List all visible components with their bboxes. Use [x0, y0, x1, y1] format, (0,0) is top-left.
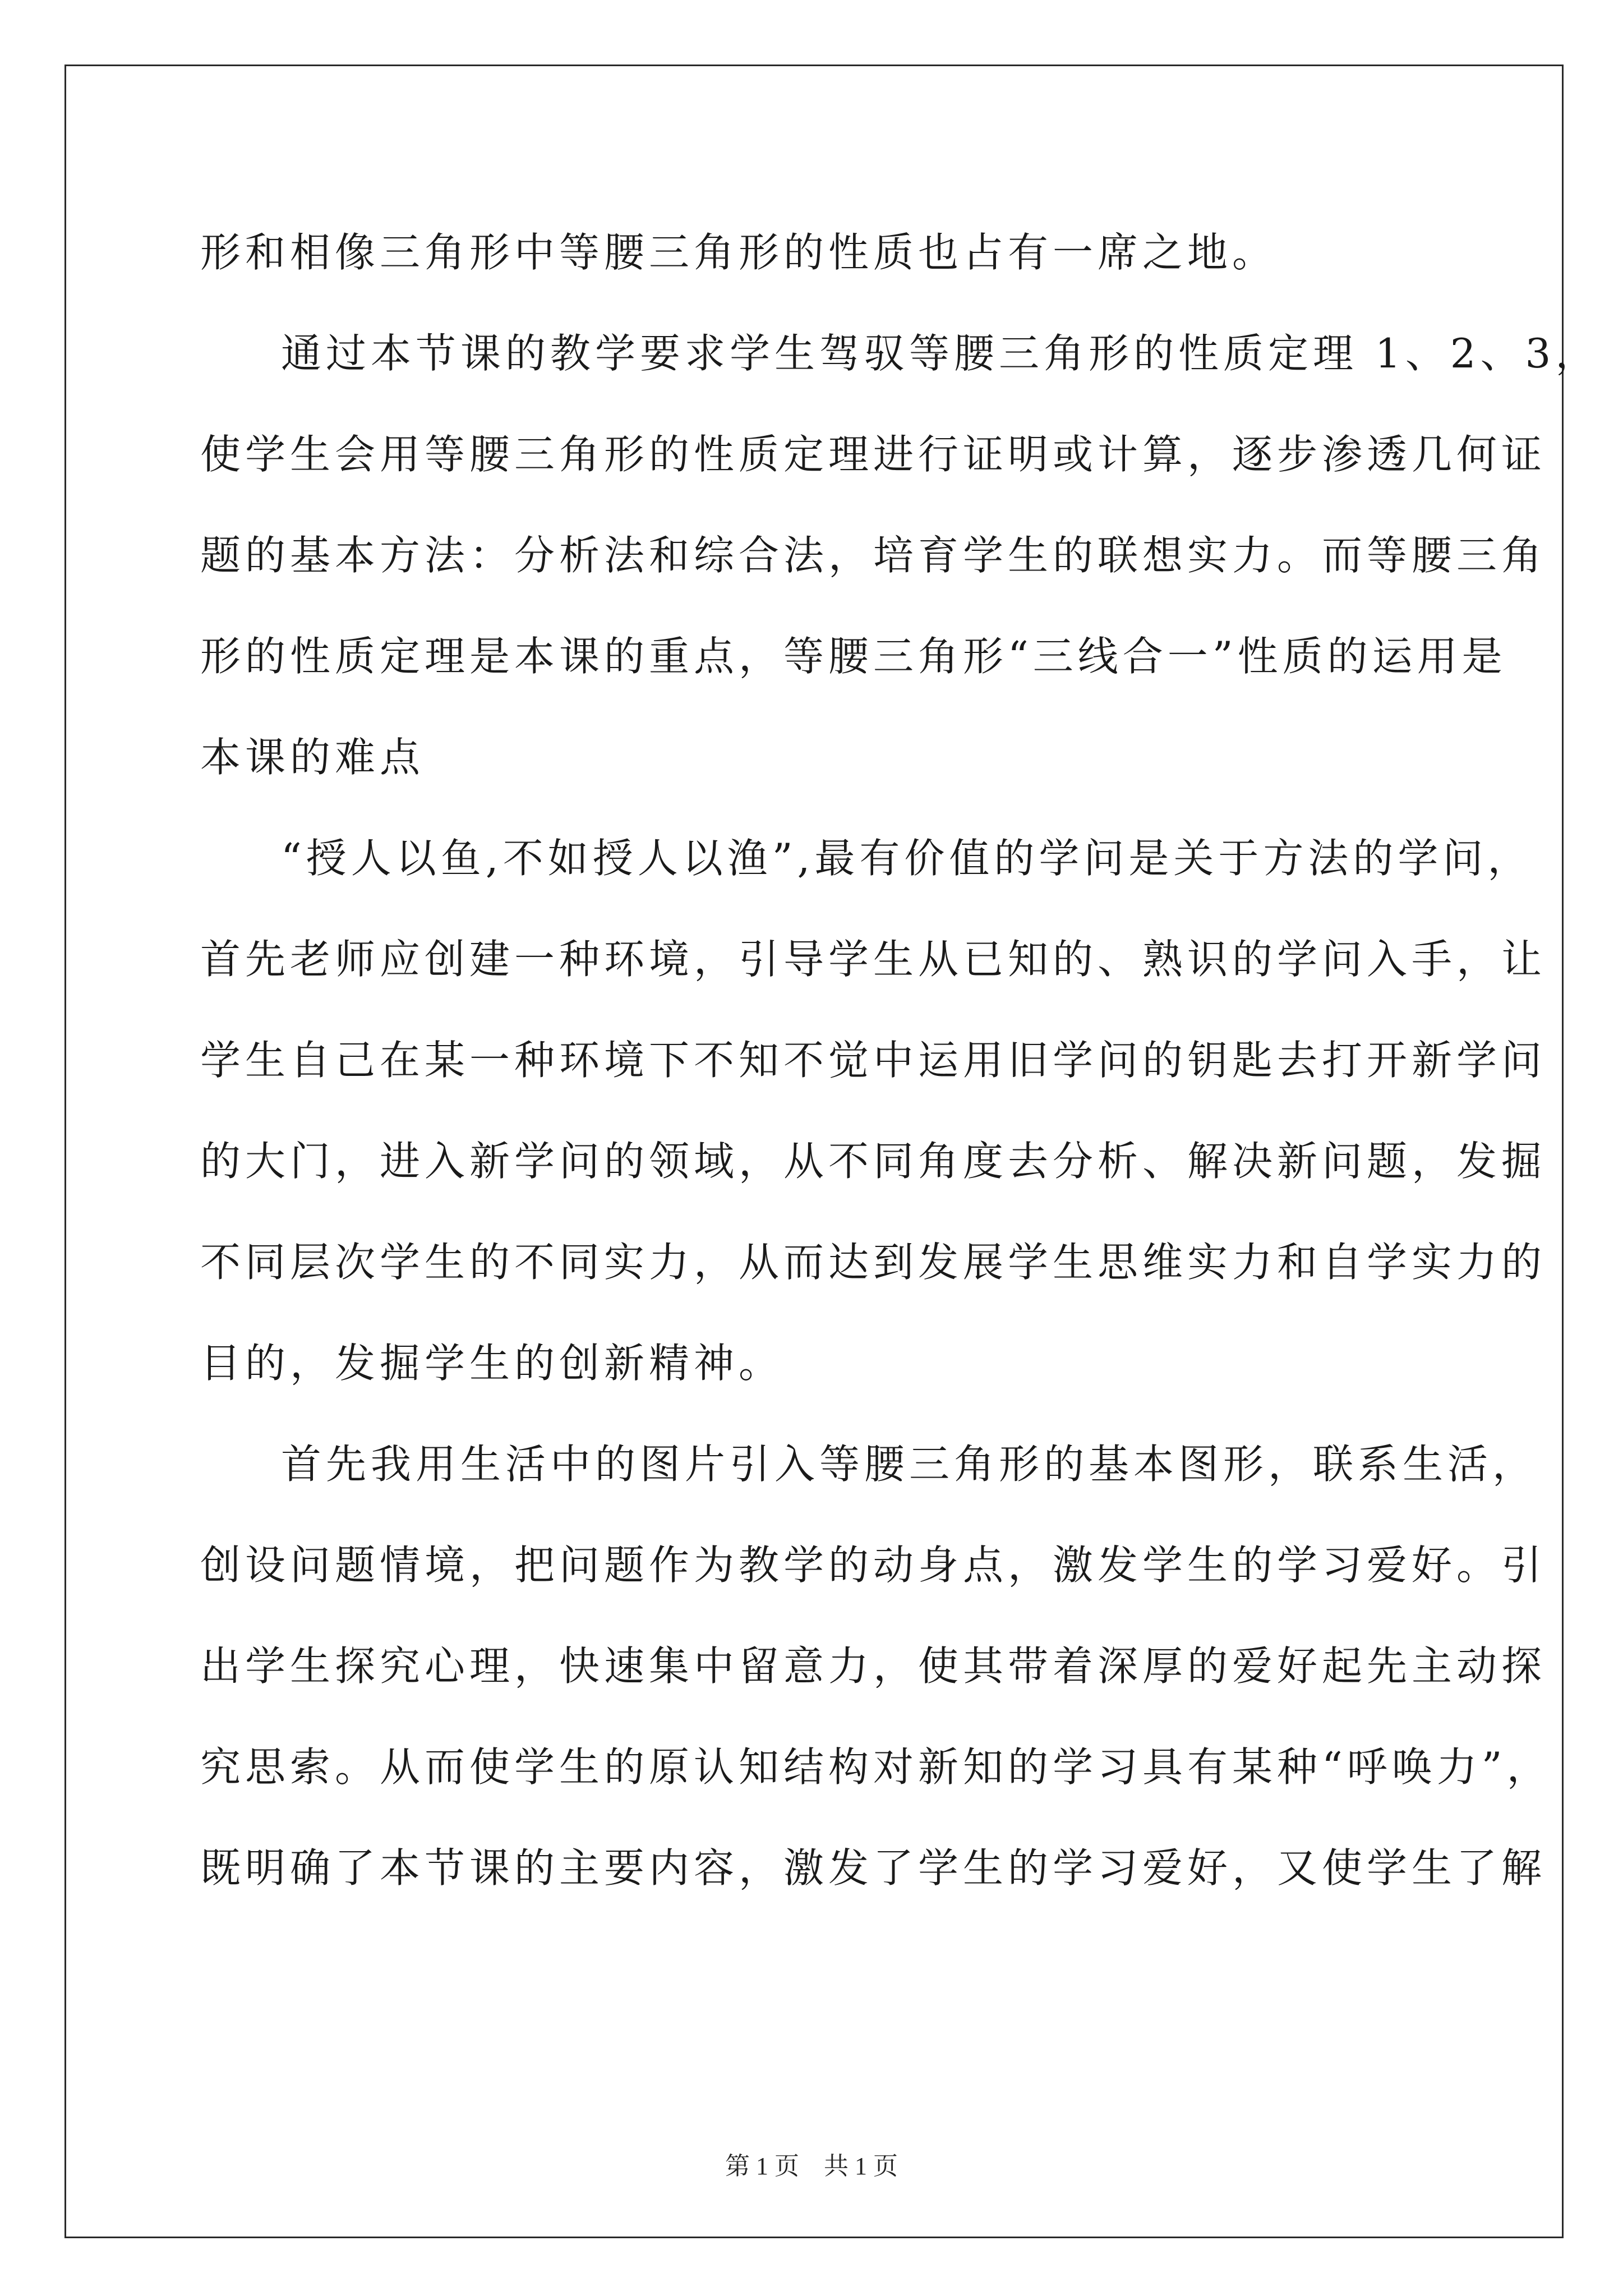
text-line: 既明确了本节课的主要内容，激发了学生的学习爱好，又使学生了解: [200, 1844, 1547, 1892]
text-line: 的大门，进入新学问的领域，从不同角度去分析、解决新问题，发掘: [200, 1138, 1547, 1185]
paragraph-start-line: “授人以鱼,不如授人以渔”,最有价值的学问是关于方法的学问，: [281, 835, 1533, 882]
paragraph-start-line: 通过本节课的教学要求学生驾驭等腰三角形的性质定理 1、2、3，: [281, 330, 1601, 377]
text-line: 题的基本方法：分析法和综合法，培育学生的联想实力。而等腰三角: [200, 532, 1547, 579]
text-line: 创设问题情境，把问题作为教学的动身点，激发学生的学习爱好。引: [200, 1542, 1547, 1589]
text-line: 形的性质定理是本课的重点，等腰三角形“三线合一”性质的运用是: [200, 633, 1507, 680]
text-line: 不同层次学生的不同实力，从而达到发展学生思维实力和自学实力的: [200, 1239, 1547, 1286]
page-number-footer: 第 1 页 共 1 页: [725, 2152, 898, 2180]
text-line: 本课的难点: [200, 734, 425, 781]
text-line: 形和相像三角形中等腰三角形的性质也占有一席之地。: [200, 229, 1278, 276]
paragraph-start-line: 首先我用生活中的图片引入等腰三角形的基本图形，联系生活，: [281, 1441, 1538, 1488]
text-line: 学生自己在某一种环境下不知不觉中运用旧学问的钥匙去打开新学问: [200, 1037, 1547, 1084]
text-line: 使学生会用等腰三角形的性质定理进行证明或计算，逐步渗透几何证: [200, 431, 1547, 478]
document-body: [200, 202, 1601, 1918]
text-line: 目的，发掘学生的创新精神。: [200, 1340, 784, 1387]
text-line: 究思索。从而使学生的原认知结构对新知的学习具有某种“呼唤力”，: [200, 1743, 1552, 1791]
text-line: 出学生探究心理，快速集中留意力，使其带着深厚的爱好起先主动探: [200, 1642, 1547, 1690]
text-line: 首先老师应创建一种环境，引导学生从已知的、熟识的学问入手，让: [200, 936, 1547, 983]
